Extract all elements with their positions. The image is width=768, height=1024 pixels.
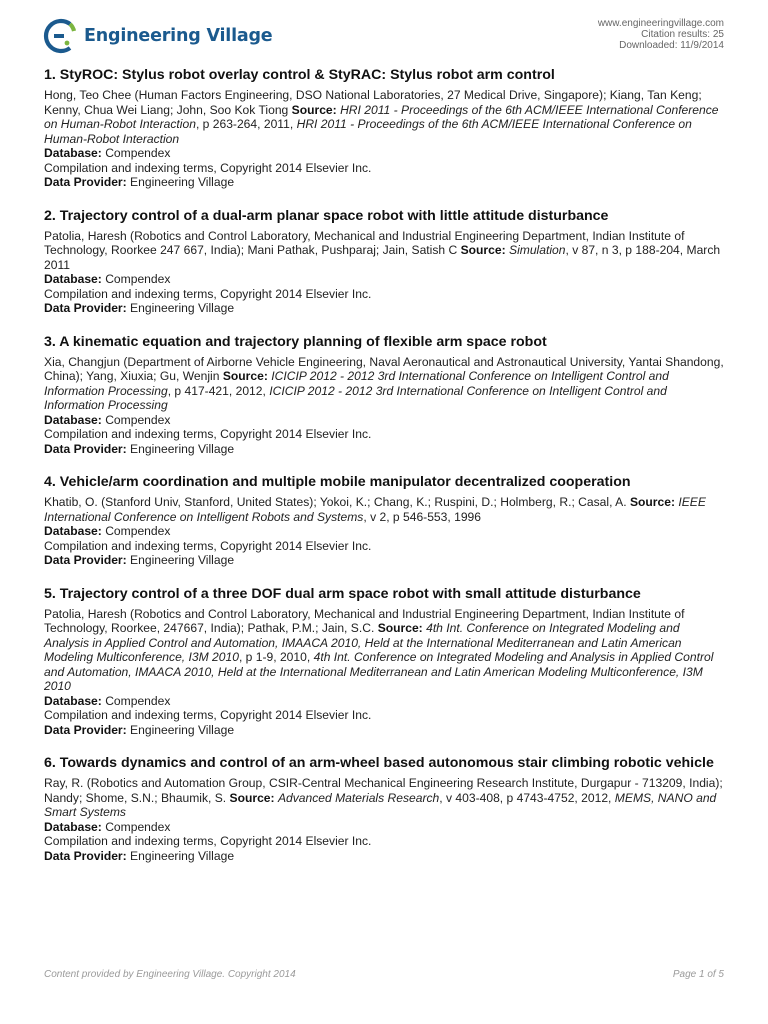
citation-record bbox=[44, 473, 724, 568]
record-data-provider: Engineering Village bbox=[130, 553, 235, 567]
record-authors: Ray, R. (Robotics and Automation Group, CSIR-Central Mechanical Engineering Research Institute, Durgapur - 713209, India); Nandy; Shome, S.N.; Bhaumik, S. bbox=[44, 776, 723, 805]
data-provider-label: Data Provider: bbox=[44, 301, 127, 315]
record-database: Compendex bbox=[105, 524, 171, 538]
record-database: Compendex bbox=[105, 693, 171, 708]
database-label: Database: bbox=[44, 693, 102, 708]
record-database: Compendex bbox=[105, 146, 171, 160]
source-label: Source: bbox=[291, 102, 337, 117]
citation-record bbox=[44, 754, 724, 863]
record-source-extra: ICICIP 2012 - 2012 3rd International Conference on Intelligent Control and Information Processing bbox=[44, 383, 667, 412]
record-source-extra: MEMS, NANO and Smart Systems bbox=[44, 790, 717, 819]
record-data-provider: Engineering Village bbox=[130, 301, 235, 315]
citation-record bbox=[44, 585, 724, 738]
record-body bbox=[44, 88, 724, 190]
engineering-village-logo-icon bbox=[43, 18, 77, 54]
record-source-title: Simulation bbox=[509, 243, 566, 257]
record-source-details: , p 1-9, 2010, bbox=[238, 650, 311, 664]
data-provider-label: Data Provider: bbox=[44, 441, 127, 456]
database-label: Database: bbox=[44, 819, 102, 834]
record-authors: Khatib, O. (Stanford Univ, Stanford, United States); Yokoi, K.; Chang, K.; Ruspini, D.; Holmberg, R.; Casal, A. bbox=[44, 495, 627, 509]
record-body bbox=[44, 229, 724, 316]
record-source-extra: HRI 2011 - Proceedings of the 6th ACM/IEEE International Conference on Human-Robot Interaction bbox=[44, 117, 692, 146]
citation-record bbox=[44, 66, 724, 190]
record-database: Compendex bbox=[105, 272, 171, 286]
database-label: Database: bbox=[44, 272, 102, 286]
record-source-details: , p 263-264, 2011, bbox=[195, 117, 294, 131]
record-body bbox=[44, 355, 724, 457]
citation-results: Citation results: 25 bbox=[641, 29, 724, 40]
record-authors: Xia, Changjun (Department of Airborne Vehicle Engineering, Naval Aeronautical and Astronautical University, Yantai Shandong, China); Yang, Xiuxia; Gu, Wenjin bbox=[44, 354, 724, 383]
record-title[interactable]: 4. Vehicle/arm coordination and multiple mobile manipulator decentralized cooperation bbox=[44, 474, 631, 490]
record-data-provider: Engineering Village bbox=[130, 441, 235, 456]
site-url[interactable]: www.engineeringvillage.com bbox=[597, 18, 724, 29]
record-authors: Patolia, Haresh (Robotics and Control Laboratory, Mechanical and Industrial Engineering Department, Indian Institute of Technology, Roorkee 247 667, India); Mani Pathak, Pushparaj; Jain, Satish C bbox=[44, 228, 685, 257]
record-source-title: ICICIP 2012 - 2012 3rd International Conference on Intelligent Control and Information Processing bbox=[44, 369, 669, 398]
data-provider-label: Data Provider: bbox=[44, 848, 127, 863]
record-title[interactable]: 5. Trajectory control of a three DOF dual arm space robot with small attitude disturbance bbox=[44, 585, 641, 602]
record-source-details: , p 417-421, 2012, bbox=[167, 383, 266, 398]
source-label: Source: bbox=[222, 369, 268, 383]
downloaded-date: Downloaded: 11/9/2014 bbox=[619, 40, 724, 51]
record-data-provider: Engineering Village bbox=[130, 175, 235, 189]
record-data-provider: Engineering Village bbox=[130, 722, 235, 737]
record-authors: Hong, Teo Chee (Human Factors Engineering, DSO National Laboratories, 27 Medical Drive, Singapore); Kiang, Tan Keng; Kenny, Chua Wei Liang; John, Soo Kok Tiong bbox=[44, 88, 702, 117]
record-source-title: IEEE International Conference on Intelligent Robots and Systems bbox=[44, 495, 706, 524]
record-source-details: , v 2, p 546-553, 1996 bbox=[363, 509, 482, 524]
engineering-village-logo bbox=[43, 18, 272, 54]
record-copyright: Compilation and indexing terms, Copyright 2014 Elsevier Inc. bbox=[44, 538, 372, 553]
record-copyright: Compilation and indexing terms, Copyright 2014 Elsevier Inc. bbox=[44, 160, 372, 175]
record-source-title: HRI 2011 - Proceedings of the 6th ACM/IEEE International Conference on Human-Robot Interaction bbox=[44, 102, 719, 131]
footer-content-provided: Content provided by Engineering Village. Copyright 2014 bbox=[44, 969, 296, 980]
source-label: Source: bbox=[229, 790, 275, 805]
database-label: Database: bbox=[44, 524, 102, 538]
database-label: Database: bbox=[44, 412, 102, 427]
citation-record bbox=[44, 333, 724, 457]
record-copyright: Compilation and indexing terms, Copyright 2014 Elsevier Inc. bbox=[44, 834, 372, 848]
footer-page-number: Page 1 of 5 bbox=[672, 969, 724, 980]
record-body bbox=[44, 495, 724, 568]
record-source-title: 4th Int. Conference on Integrated Modeling and Analysis in Applied Control and Automation, IMAACA 2010, Held at the International Mediterranean and Latin American Modeling Multiconference, I3M 2010 bbox=[44, 621, 682, 664]
data-provider-label: Data Provider: bbox=[44, 553, 127, 567]
source-label: Source: bbox=[377, 621, 423, 635]
source-label: Source: bbox=[460, 243, 506, 257]
record-authors: Patolia, Haresh (Robotics and Control Laboratory, Mechanical and Industrial Engineering Department, Indian Institute of Technology, Roorkee, 247667, India); Pathak, P.M.; Jain, S.C. bbox=[44, 606, 685, 635]
record-body bbox=[44, 776, 724, 863]
record-source-title: Advanced Materials Research bbox=[277, 790, 440, 805]
record-copyright: Compilation and indexing terms, Copyright 2014 Elsevier Inc. bbox=[44, 708, 372, 722]
record-copyright: Compilation and indexing terms, Copyright 2014 Elsevier Inc. bbox=[44, 427, 372, 441]
record-source-extra: 4th Int. Conference on Integrated Modeling and Analysis in Applied Control and Automation, IMAACA 2010, Held at the International Mediterranean and Latin American Modeling Multiconference, I3M 2010 bbox=[44, 650, 714, 693]
record-title[interactable]: 6. Towards dynamics and control of an arm-wheel based autonomous stair climbing robotic vehicle bbox=[44, 755, 714, 771]
record-source-details: , v 87, n 3, p 188-204, March 2011 bbox=[44, 243, 721, 272]
record-database: Compendex bbox=[105, 819, 171, 834]
record-title[interactable]: 2. Trajectory control of a dual-arm planar space robot with little attitude disturbance bbox=[44, 207, 609, 224]
database-label: Database: bbox=[44, 146, 102, 160]
source-label: Source: bbox=[629, 495, 675, 509]
citation-list bbox=[44, 66, 724, 880]
citation-record bbox=[44, 207, 724, 316]
record-database: Compendex bbox=[105, 412, 171, 427]
record-copyright: Compilation and indexing terms, Copyright 2014 Elsevier Inc. bbox=[44, 286, 372, 301]
record-title[interactable]: 1. StyROC: Stylus robot overlay control & StyRAC: Stylus robot arm control bbox=[44, 67, 555, 83]
logo-text: Engineering Village bbox=[84, 26, 273, 46]
record-source-details: , v 403-408, p 4743-4752, 2012, bbox=[439, 790, 612, 805]
document-meta bbox=[598, 18, 724, 51]
record-data-provider: Engineering Village bbox=[130, 848, 235, 863]
record-title[interactable]: 3. A kinematic equation and trajectory planning of flexible arm space robot bbox=[44, 333, 547, 350]
data-provider-label: Data Provider: bbox=[44, 722, 127, 737]
record-body bbox=[44, 607, 724, 738]
data-provider-label: Data Provider: bbox=[44, 175, 127, 189]
